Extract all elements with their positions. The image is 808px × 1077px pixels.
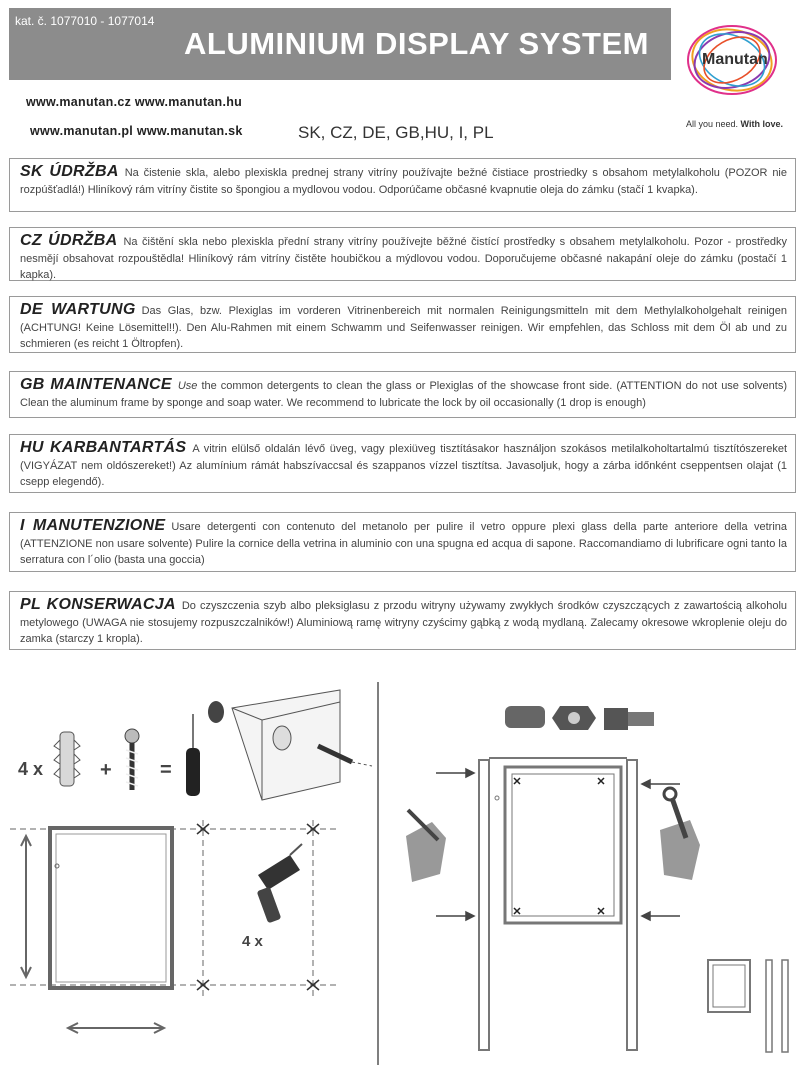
frame-profile-detail: [708, 960, 788, 1052]
post-mounted-frame: [479, 758, 637, 1050]
section-heading: PL KONSERWACJA: [20, 596, 176, 613]
section-heading: GB MAINTENANCE: [20, 376, 172, 393]
section-heading: I MANUTENZIONE: [20, 517, 166, 534]
section-text: Na čištění skla nebo plexiskla přední strany vitríny používejte běžné čistící prostředky s obsahem metylalkoholu. Pozor - prostředky nesmějí obsahovat rozpouštědla! Hliníkový rám vitríny čistěte houbičkou a mýdlovou vodou. Doporučujeme občasné nakapání oleje do zámku (postačí 1 kapka).: [20, 236, 787, 281]
section-text: Das Glas, bzw. Plexiglas im vorderen Vitrinenbereich mit normalen Reinigungsmitteln mit dem Methylalkoholgehalt reinigen (ACHTUNG! Keine Lösemittel!!). Den Alu-Rahmen mit einem Schwamm und Seifenwasser reinigen. Wir empfehlen, das Schloss mit dem Öl ab und zu schmieren (es reicht 1 Öltropfen).: [20, 305, 787, 350]
screwdriver-icon: [186, 714, 200, 796]
hex-bolt-set-icon: [505, 706, 654, 730]
section-pl: [9, 591, 796, 650]
screw-icon: [125, 729, 139, 790]
section-text-use: Use: [177, 380, 198, 392]
wall-anchor-icon: [54, 732, 80, 786]
website-list-1: www.manutan.cz www.manutan.hu: [26, 95, 243, 109]
drill-quantity: 4 x: [242, 933, 263, 950]
section-text: A vitrin elülső oldalán lévő üveg, vagy plexiüveg tisztításakor használjon szokásos metilalkoholtartalmú tisztítószereket (VIGYÁZAT nem oldószereket!) Az alumínium rámát habszívaccsal és szappanos vízzel tisztítsa. Javasoljuk, hogy a zárba időnként cseppentsen olajat (1 csepp elegendő).: [20, 443, 788, 488]
section-heading: SK ÚDRŽBA: [20, 163, 119, 180]
installation-diagram: [0, 670, 808, 1070]
section-hu: [9, 434, 796, 493]
section-heading: DE WARTUNG: [20, 301, 136, 318]
language-list: SK, CZ, DE, GB,HU, I, PL: [298, 123, 494, 142]
logo-wordmark: Manutan: [702, 51, 768, 68]
section-sk: [9, 158, 796, 212]
section-text: the common detergents to clean the glass or Plexiglas of the showcase front side. (ATTENTION do not use solvents) Clean the aluminum frame by sponge and soap water. We recommend to lubricate the lock by oil occasionally (1 drop is enough): [20, 380, 787, 409]
page-title: ALUMINIUM DISPLAY SYSTEM: [184, 26, 649, 61]
section-i: [9, 512, 796, 572]
section-heading: CZ ÚDRŽBA: [20, 232, 118, 249]
direction-arrows: [436, 769, 680, 920]
frame-front-left: [50, 828, 172, 988]
equals-sign: =: [160, 759, 172, 781]
catalog-number: kat. č. 1077010 - 1077014: [15, 14, 155, 28]
section-text: Do czyszczenia szyb albo pleksiglasu z przodu witryny używamy zwykłych środków czyszczących z zawartością alkoholu metylowego (UWAGA nie stosujemy rozpuszczalników!) Aluminiową ramę witryny czyścimy gąbką z wodą mydlaną. Zalecamy okresowe wkroplenie oleju do zamka (starczy 1 kropla).: [20, 600, 788, 645]
header-bar: [9, 8, 671, 80]
section-text: Usare detergenti con contenuto del metanolo per pulire il vetro oppure plexi glass della parte anteriore della vetrina (ATTENZIONE non usare solvente) Pulire la cornice della vetrina in aluminio con una spugna ed acqua di sapone. Raccomandiamo di lubrificare ogni tanto la serratura con l´olio (basta una goccia): [20, 521, 788, 566]
manutan-logo: [682, 18, 782, 98]
hand-with-wrench-icon: [660, 788, 700, 880]
section-de: [9, 296, 796, 353]
website-list-2: www.manutan.pl www.manutan.sk: [30, 124, 243, 138]
section-gb: [9, 371, 796, 418]
hand-with-allen-key-icon: [406, 810, 446, 882]
drill-icon: [257, 844, 302, 923]
section-text: Na čistenie skla, alebo plexiskla prednej strany vitríny používajte bežné čistiace prostriedky s obsahom metylalkoholu (POZOR nie rozpúšťadlá!) Hliníkový rám vitríny čistite so špongiou a mydlovou vodou. Odporúčame občasné kvapnutie oleja do zámku (stačí 1 kvapka).: [20, 167, 787, 196]
section-heading: HU KARBANTARTÁS: [20, 439, 187, 456]
wall-mount-illustration: [208, 690, 372, 800]
logo-tagline: All you need. With love.: [686, 119, 783, 129]
dimension-lines: [10, 820, 340, 1033]
section-cz: [9, 227, 796, 281]
plus-sign: +: [100, 759, 112, 781]
anchor-quantity: 4 x: [18, 759, 44, 779]
